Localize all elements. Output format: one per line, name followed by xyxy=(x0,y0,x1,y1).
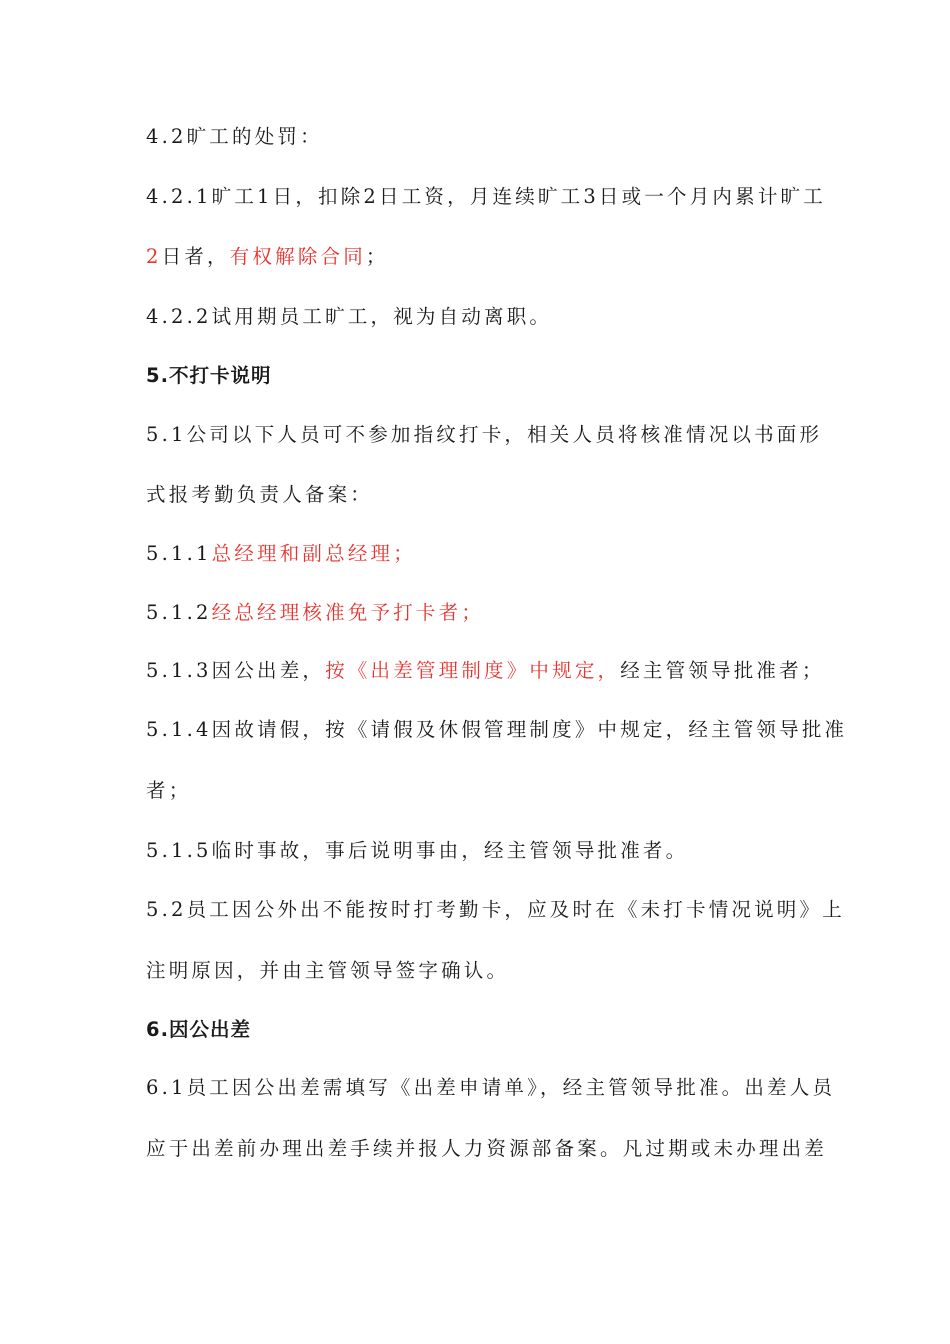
text-run: 5.1.3因公出差， xyxy=(146,659,326,682)
text-line xyxy=(146,480,816,510)
heading-text: 6.因公出差 xyxy=(146,1018,251,1041)
highlighted-text: 经总经理核准免予打卡者； xyxy=(211,601,485,624)
highlighted-text: 总经理和副总经理； xyxy=(211,542,416,565)
text-line xyxy=(146,182,826,212)
text-run: 注明原因，并由主管领导签字确认。 xyxy=(146,959,510,982)
highlighted-text: 有权解除合同 xyxy=(229,245,366,268)
text-run: 4.2.1旷工1日，扣除2日工资，月连续旷工3日或一个月内累计旷工 xyxy=(146,185,826,208)
text-line xyxy=(146,242,816,272)
text-line xyxy=(146,302,816,332)
text-line xyxy=(146,539,816,569)
text-run: 5.1.5临时事故，事后说明事由，经主管领导批准者。 xyxy=(146,839,689,862)
text-line xyxy=(146,1134,828,1164)
text-run: 5.1.2 xyxy=(146,601,212,624)
text-run: 经主管领导批准者； xyxy=(620,659,825,682)
text-run: 者； xyxy=(146,779,192,802)
text-run: 4.2.2试用期员工旷工，视为自动离职。 xyxy=(146,305,553,328)
section-heading xyxy=(146,1015,816,1045)
heading-text: 5.不打卡说明 xyxy=(146,364,272,387)
text-line xyxy=(146,956,816,986)
text-run: 4.2旷工的处罚： xyxy=(146,125,323,148)
highlighted-text: 2 xyxy=(146,245,162,268)
section-heading xyxy=(146,361,816,391)
highlighted-text: 按《出差管理制度》中规定， xyxy=(325,659,621,682)
text-line xyxy=(146,122,816,152)
text-run: ； xyxy=(365,245,389,268)
text-run: 5.1公司以下人员可不参加指纹打卡，相关人员将核准情况以书面形 xyxy=(146,423,823,446)
text-line xyxy=(146,1073,836,1103)
text-line xyxy=(146,598,816,628)
text-run: 式报考勤负责人备案： xyxy=(146,483,374,506)
text-line xyxy=(146,656,825,686)
text-run: 5.2员工因公外出不能按时打考勤卡，应及时在《未打卡情况说明》上 xyxy=(146,898,845,921)
text-run: 6.1员工因公出差需填写《出差申请单》，经主管领导批准。出差人员 xyxy=(146,1076,836,1099)
text-run: 应于出差前办理出差手续并报人力资源部备案。凡过期或未办理出差 xyxy=(146,1137,828,1160)
text-line xyxy=(146,776,816,806)
text-run: 5.1.1 xyxy=(146,542,212,565)
text-run: 5.1.4因故请假，按《请假及休假管理制度》中规定，经主管领导批准 xyxy=(146,718,848,741)
text-line xyxy=(146,895,845,925)
text-line xyxy=(146,836,816,866)
text-line xyxy=(146,420,823,450)
text-line xyxy=(146,715,848,745)
text-run: 日者， xyxy=(161,245,230,268)
